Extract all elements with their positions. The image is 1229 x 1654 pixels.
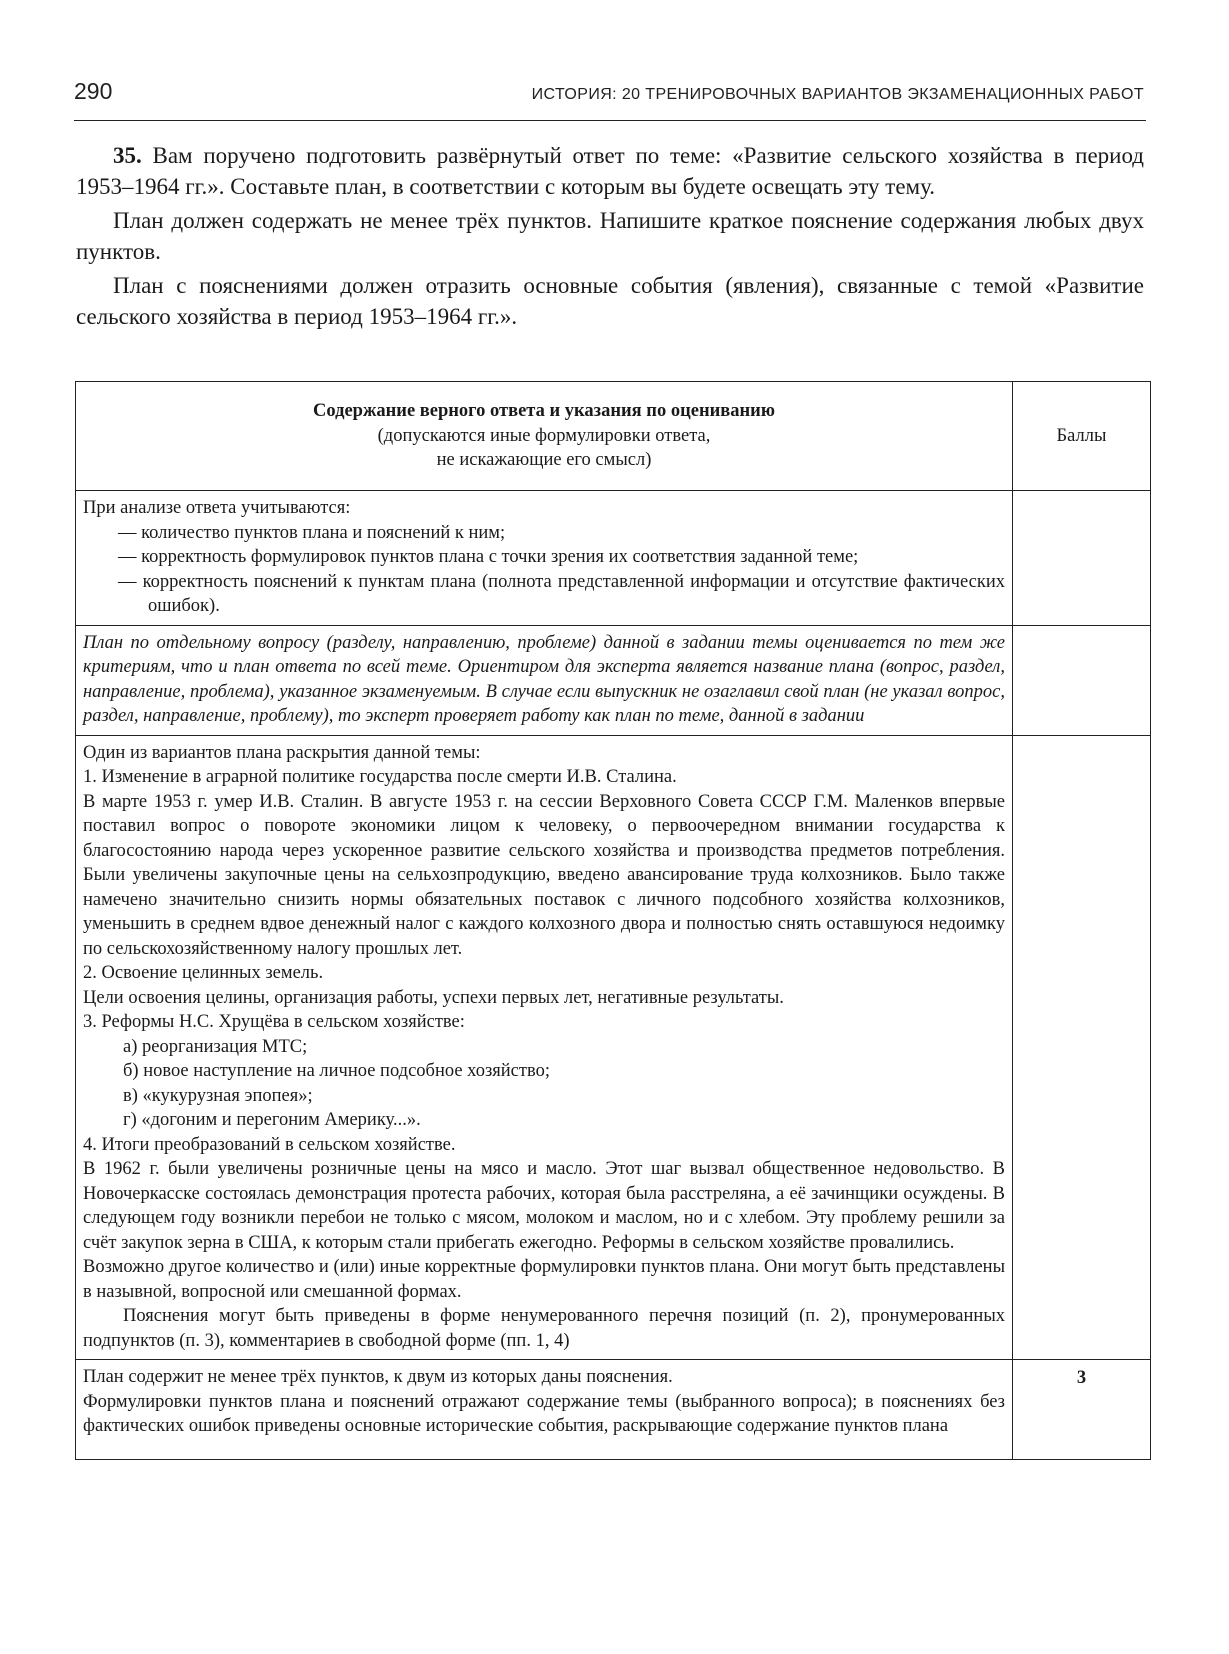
criteria-item: — количество пунктов плана и пояснений к ним;	[118, 522, 506, 543]
table-header-row	[76, 382, 1151, 491]
plan-point-2-text: Цели освоения целины, организация работы, успехи первых лет, негативные результаты.	[83, 987, 784, 1008]
task-number: 35.	[113, 143, 142, 168]
table-row	[76, 625, 1151, 735]
plan-point-1-text: В марте 1953 г. умер И.В. Сталин. В августе 1953 г. на сессии Верховного Совета СССР Г.М. Маленков впервые поставил вопрос о повороте экономики лицом к человеку, о первоочередном внимании государства к благосостоянию народа через ускоренное развитие сельского хозяйства и производства предметов потребления. Были увеличены закупочные цены на сельхозпродукцию, введено авансирование труда колхозников. Было также намечено значительно снизить нормы обязательных поставок с личного подсобного хозяйства колхозников, уменьшить в среднем вдвое денежный налог с каждого колхозного двора и полностью снять оставшуюся недоимку по сельскохозяйственному налогу прошлых лет.	[83, 791, 1005, 959]
plan-intro: Один из вариантов плана раскрытия данной темы:	[83, 742, 481, 763]
table-row	[76, 1360, 1151, 1460]
spacer	[83, 1439, 1005, 1453]
running-title: ИСТОРИЯ: 20 ТРЕНИРОВОЧНЫХ ВАРИАНТОВ ЭКЗАМЕНАЦИОННЫХ РАБОТ	[531, 86, 1144, 103]
plan-subitem: г) «догоним и перегоним Америку...».	[123, 1110, 421, 1130]
content-header-title: Содержание верного ответа и указания по оцениванию	[313, 401, 775, 422]
plan-subitem: в) «кукурузная эпопея»;	[123, 1085, 313, 1106]
plan-point-1-title: 1. Изменение в аграрной политике государства после смерти И.В. Сталина.	[83, 767, 677, 787]
plan-point-4-text: В 1962 г. были увеличены розничные цены на мясо и масло. Этот шаг вызвал общественное недовольство. В Новочеркасске состоялась демонстрация протеста рабочих, которая была расстреляна, а её зачинщики осуждены. В следующем году возникли перебои не только с мясом, молоком и маслом, но и с хлебом. Эту проблему решили за счёт закупок зерна в США, к которым стали прибегать ежегодно. Реформы в сельском хозяйстве провалились.	[83, 1159, 1005, 1253]
scoring-line-1: План содержит не менее трёх пунктов, к двум из которых даны пояснения.	[83, 1367, 673, 1387]
criteria-item: — корректность пояснений к пунктам плана (полнота представленной информации и отсутствие фактических ошибок).	[118, 571, 1005, 616]
score-cell-empty	[1013, 735, 1151, 1360]
plan-subitem: б) новое наступление на личное подсобное хозяйство;	[123, 1061, 550, 1081]
content-header-line-3: не искажающие его смысл)	[436, 450, 652, 471]
task-paragraph-2: План должен содержать не менее трёх пунктов. Напишите краткое пояснение содержания любых двух пунктов.	[76, 208, 1144, 264]
plan-point-3-title: 3. Реформы Н.С. Хрущёва в сельском хозяйстве:	[83, 1012, 465, 1032]
scoring-cell	[76, 1360, 1013, 1460]
plan-point-4-title: 4. Итоги преобразований в сельском хозяйстве.	[83, 1134, 456, 1155]
page-header	[74, 78, 1146, 121]
task-paragraph-1	[76, 140, 1144, 202]
plan-explanations: Пояснения могут быть приведены в форме ненумерованного перечня позиций (п. 2), пронумерованных подпунктов (п. 3), комментариев в свободной форме (пп. 1, 4)	[83, 1306, 1005, 1351]
task-paragraph-3: План с пояснениями должен отразить основные события (явления), связанные с темой «Развитие сельского хозяйства в период 1953–1964 гг.».	[76, 273, 1144, 329]
scoring-line-2: Формулировки пунктов плана и пояснений отражают содержание темы (выбранного вопроса); в пояснениях без фактических ошибок приведены основные исторические события, раскрывающие содержание пунктов плана	[83, 1391, 1005, 1436]
content-header	[76, 382, 1013, 491]
content-header-line-2: (допускаются иные формулировки ответа,	[377, 425, 711, 446]
plan-subitem: а) реорганизация МТС;	[123, 1036, 308, 1057]
plan-point-2-title: 2. Освоение целинных земель.	[83, 963, 324, 983]
note-cell: План по отдельному вопросу (разделу, направлению, проблеме) данной в задании темы оценивается по тем же критериям, что и план ответа по всей теме. Ориентиром для эксперта является название плана (вопрос, раздел, направление, проблема), указанное экзаменуемым. В случае если выпускник не озаглавил свой план (не указал вопрос, раздел, направление, проблему), то эксперт проверяет работу как план по теме, данной в задании	[76, 625, 1013, 735]
score-cell-empty	[1013, 491, 1151, 626]
score-cell-empty	[1013, 625, 1151, 735]
score-header: Баллы	[1013, 382, 1151, 491]
table-row	[76, 491, 1151, 626]
table-row	[76, 735, 1151, 1360]
criteria-cell	[76, 491, 1013, 626]
criteria-item: — корректность формулировок пунктов плана с точки зрения их соответствия заданной теме;	[118, 547, 859, 567]
plan-cell	[76, 735, 1013, 1360]
score-value: 3	[1013, 1360, 1151, 1460]
criteria-intro: При анализе ответа учитываются:	[83, 498, 351, 518]
page-number: 290	[74, 78, 113, 104]
grading-table	[75, 381, 1151, 1460]
task-text-1: Вам поручено подготовить развёрнутый ответ по теме: «Развитие сельского хозяйства в период 1953–1964 гг.». Составьте план, в соответствии с которым вы будете освещать эту тему.	[76, 143, 1145, 199]
plan-alternatives: Возможно другое количество и (или) иные корректные формулировки пунктов плана. Они могут быть представлены в назывной, вопросной или смешанной формах.	[83, 1257, 1005, 1302]
task-statement	[76, 140, 1144, 335]
